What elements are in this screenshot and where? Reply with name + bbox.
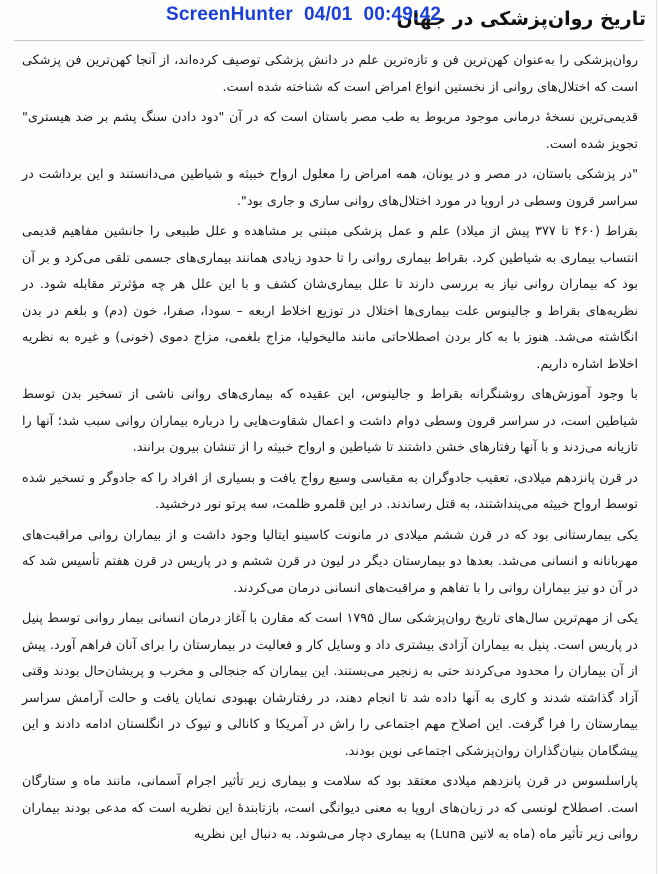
paragraph: یکی از مهم‌ترین سال‌های تاریخ روان‌پزشکی سال ۱۷۹۵ است که مقارن با آغاز درمان انسانی بیمار روانی توسط پنیل در پاریس است. پنیل به بیماران آزادی بیشتری داد و وسایل کار و فعالیت در بیمارستان را برای آنان فراهم آورد. پیش از آن بیماران را محدود می‌کردند حتی به زنجیر می‌بستند. این بیماران که جنجالی و مخرب و پریشان‌حال بودند وقتی آزاد گذاشته شدند و کاری به آنها داده شد تا انجام دهند، در رفتارشان بهبودی نمایان یافت و حالت آرامش سراسر بیمارستان را فرا گرفت. این اصلاح مهم اجتماعی را راش در آمریکا و کانالی و تیوک در انگلستان ادامه دادند و این پیشگامان بنیان‌گذاران روان‌پزشکی اجتماعی نوین بودند.	[22, 611, 638, 759]
paragraph: پاراسلسوس در قرن پانزدهم میلادی معتقد بود که سلامت و بیماری زیر تأثیر اجرام آسمانی، مانند ماه و ستارگان است. اصطلاح لونسی که در زبان‌های اروپا به معنی دیوانگی است، بازتابندهٔ این نظریه است که مدعی بودند بیماران روانی زیر تأثیر ماه (ماه به لاتین Luna) به بیماری دچار می‌شوند. به دنبال این نظریه	[22, 774, 638, 842]
paragraph: قدیمی‌ترین نسخهٔ درمانی موجود مربوط به طب مصر باستان است که در آن "دود دادن سنگ پشم بر ضد هیستری" تجویز شده است.	[22, 110, 638, 152]
page-edge-divider	[656, 0, 657, 874]
paragraph: یکی بیمارستانی بود که در قرن ششم میلادی در مانونت کاسینو ایتالیا وجود داشت و از بیماران روانی مراقبت‌های مهربانانه و انسانی می‌شد. بعدها دو بیمارستان دیگر در لیون در قرن ششم و در پاریس در قرن هفتم تأسیس شد که در آن دو نیز بیماران روانی را با تفاهم و مراقبت‌های انسانی درمان می‌کردند.	[22, 527, 638, 596]
screenhunter-watermark: ScreenHunter 04/01 00:49:42	[166, 4, 442, 25]
paragraph: با وجود آموزش‌های روشنگرانه بقراط و جالینوس، این عقیده که بیماری‌های روانی ناشی از تسخیر بدن توسط شیاطین است، در سراسر قرون وسطی دوام داشت و اعمال شقاوت‌هایی را درباره بیماران روانی سبب شد؛ آنها را تازیانه می‌زدند و با آنها رفتارهای خشن داشتند تا شیاطین و ارواح خبیثه را از تنشان بیرون برانند.	[22, 387, 638, 455]
article-body	[22, 48, 638, 853]
paragraph: در قرن پانزدهم میلادی، تعقیب جادوگران به مقیاسی وسیع رواج یافت و بسیاری از افراد را که جادوگر و تسخیر شده توسط ارواح خبیثه می‌پنداشتند، به قتل رساندند. در این قلمرو ظلمت، سه پرتو نور درخشید.	[22, 470, 638, 512]
paragraph: روان‌پزشکی را به‌عنوان کهن‌ترین فن و تازه‌ترین علم در دانش پزشکی توصیف کرده‌اند، از آنجا کهن‌ترین فن پزشکی است که اختلال‌های روانی از نخستین انواع امراض است که شناخته شده است.	[22, 53, 638, 95]
paragraph: "در پزشکی باستان، در مصر و در یونان، همه امراض را معلول ارواح خبیثه و شیاطین می‌دانستند و این برداشت در سراسر قرون وسطی در اروپا در مورد اختلال‌های روانی ساری و جاری بود".	[22, 167, 638, 209]
paragraph: بقراط (۴۶۰ تا ۳۷۷ پیش از میلاد) علم و عمل پزشکی مبتنی بر مشاهده و علل طبیعی را جانشین مفاهیم قدیمی انتساب بیماری به شیاطین کرد. بقراط بیماری روانی را تا حدود زیادی همانند بیماری‌های جسمی تلقی می‌کرد و بر آن بود که بیماران روانی نیاز به بررسی دارند تا علل بیماری‌شان کشف و با این علل هر چه مؤثرتر مقابله شود. در نظریه‌های بقراط و جالینوس علت بیماری‌ها اختلال در توزیع اخلاط اربعه – سودا، صفرا، خون (دم) و بلغم در بدن انگاشته می‌شد. هنوز با به کار بردن اصطلاحاتی مانند مالیخولیا، مزاج بلغمی، مزاج دموی (خونی) و غیره به نظریه اخلاط اشاره داریم.	[22, 224, 638, 372]
page-title: تاریخ روان‌پزشکی در جهان	[396, 8, 646, 30]
title-divider	[14, 40, 644, 41]
